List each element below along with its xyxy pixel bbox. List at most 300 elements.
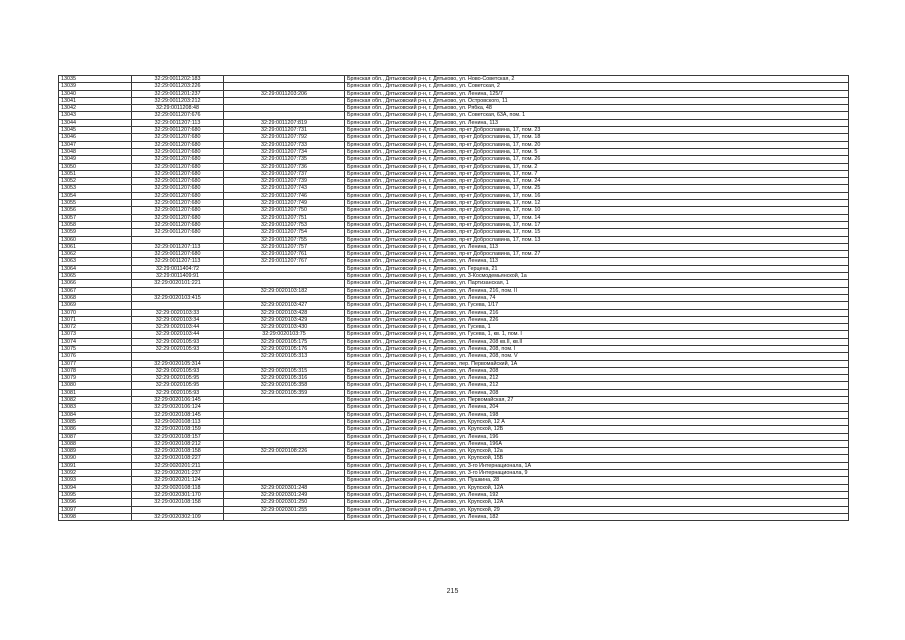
object-cadastral-number-cell: 32:29:0011207:746 [224,192,345,199]
row-number-cell: 13095 [59,491,132,498]
address-cell: Брянская обл., Дятьковский р-н, г. Дятьково, ул. Крупской, 12А [345,484,849,491]
table-row [59,280,849,287]
object-cadastral-number-cell: 32:29:0011203:206 [224,90,345,97]
address-cell: Брянская обл., Дятьковский р-н, г. Дятьково, пр-кт Доброславина, 17, пом. 27 [345,251,849,258]
table-row [59,345,849,352]
row-number-cell: 13041 [59,97,132,104]
address-cell: Брянская обл., Дятьковский р-н, г. Дятьково, ул. Гусева, 1 [345,324,849,331]
row-number-cell: 13065 [59,273,132,280]
row-number-cell: 13098 [59,513,132,520]
object-cadastral-number-cell: 32:29:0020105:358 [224,382,345,389]
row-number-cell: 13049 [59,156,132,163]
address-cell: Брянская обл., Дятьковский р-н, г. Дятьково, ул. Ленина, 208 кв.II, кв.II [345,338,849,345]
row-number-cell: 13048 [59,148,132,155]
row-number-cell: 13088 [59,440,132,447]
table-row [59,192,849,199]
table-row [59,76,849,83]
row-number-cell: 13087 [59,433,132,440]
land-cadastral-number-cell: 32:29:0011207:680 [132,214,224,221]
table-row [59,324,849,331]
land-cadastral-number-cell: 32:29:0011201:237 [132,90,224,97]
land-cadastral-number-cell: 32:29:0011203:226 [132,83,224,90]
land-cadastral-number-cell: 32:29:0011207:113 [132,243,224,250]
table-row [59,127,849,134]
address-cell: Брянская обл., Дятьковский р-н, г. Дятьково, ул. Ленина, 74 [345,294,849,301]
table-row [59,156,849,163]
row-number-cell: 13075 [59,345,132,352]
object-cadastral-number-cell [224,273,345,280]
row-number-cell: 13045 [59,127,132,134]
land-cadastral-number-cell: 32:29:0011207:680 [132,192,224,199]
row-number-cell: 13068 [59,294,132,301]
row-number-cell: 13069 [59,302,132,309]
object-cadastral-number-cell: 32:29:0020103:429 [224,316,345,323]
land-cadastral-number-cell: 32:29:0020201:124 [132,477,224,484]
table-row [59,229,849,236]
land-cadastral-number-cell: 32:29:0020105:93 [132,367,224,374]
table-row [59,105,849,112]
row-number-cell: 13071 [59,316,132,323]
land-cadastral-number-cell: 32:29:0011207:680 [132,148,224,155]
object-cadastral-number-cell: 32:29:0020105:315 [224,367,345,374]
object-cadastral-number-cell [224,83,345,90]
address-cell: Брянская обл., Дятьковский р-н, г. Дятьково, ул. Советская, 2 [345,83,849,90]
table-row [59,83,849,90]
row-number-cell: 13057 [59,214,132,221]
object-cadastral-number-cell: 32:29:0011207:736 [224,163,345,170]
object-cadastral-number-cell [224,418,345,425]
address-cell: Брянская обл., Дятьковский р-н, г. Дятьково, пр-кт Доброславина, 17, пом. 12 [345,200,849,207]
object-cadastral-number-cell [224,433,345,440]
table-row [59,302,849,309]
land-cadastral-number-cell: 32:29:0020108:212 [132,440,224,447]
table-row [59,440,849,447]
land-cadastral-number-cell: 32:29:0020108:158 [132,448,224,455]
address-cell: Брянская обл., Дятьковский р-н, г. Дятьково, ул. Ленина, 204 [345,404,849,411]
table-row [59,433,849,440]
row-number-cell: 13040 [59,90,132,97]
table-row [59,200,849,207]
address-cell: Брянская обл., Дятьковский р-н, г. Дятьково, ул. Ленина, 226 [345,316,849,323]
land-cadastral-number-cell [132,236,224,243]
register-table-body [59,76,849,521]
object-cadastral-number-cell: 32:29:0011207:757 [224,243,345,250]
land-cadastral-number-cell: 32:29:0020301:170 [132,491,224,498]
table-row [59,448,849,455]
object-cadastral-number-cell [224,404,345,411]
land-cadastral-number-cell [132,353,224,360]
object-cadastral-number-cell: 32:29:0011207:792 [224,134,345,141]
row-number-cell: 13047 [59,141,132,148]
object-cadastral-number-cell: 32:29:0020105:176 [224,345,345,352]
row-number-cell: 13060 [59,236,132,243]
land-cadastral-number-cell: 32:29:0020201:211 [132,462,224,469]
row-number-cell: 13056 [59,207,132,214]
address-cell: Брянская обл., Дятьковский р-н, г. Дятьково, ул. 3-го Интернационала, 9 [345,470,849,477]
row-number-cell: 13046 [59,134,132,141]
land-cadastral-number-cell: 32:29:0011207:680 [132,163,224,170]
land-cadastral-number-cell: 32:29:0020106:124 [132,404,224,411]
land-cadastral-number-cell: 32:29:0011404:72 [132,265,224,272]
row-number-cell: 13067 [59,287,132,294]
address-cell: Брянская обл., Дятьковский р-н, г. Дятьково, ул. Ленина, 196А [345,440,849,447]
address-cell: Брянская обл., Дятьковский р-н, г. Дятьково, ул. Ленина, 212 [345,382,849,389]
land-cadastral-number-cell: 32:29:0011207:680 [132,221,224,228]
object-cadastral-number-cell: 32:29:0011207:753 [224,221,345,228]
row-number-cell: 13058 [59,221,132,228]
table-row [59,367,849,374]
row-number-cell: 13074 [59,338,132,345]
address-cell: Брянская обл., Дятьковский р-н, г. Дятьково, ул. Ленина, 208 [345,389,849,396]
address-cell: Брянская обл., Дятьковский р-н, г. Дятьково, ул. Ленина, 113 [345,258,849,265]
object-cadastral-number-cell: 32:29:0011207:743 [224,185,345,192]
object-cadastral-number-cell [224,112,345,119]
address-cell: Брянская обл., Дятьковский р-н, г. Дятьково, пр-кт Доброславина, 17, пом. 24 [345,178,849,185]
row-number-cell: 13076 [59,353,132,360]
row-number-cell: 13039 [59,83,132,90]
address-cell: Брянская обл., Дятьковский р-н, г. Дятьково, пр-кт Доброславина, 17, пом. 26 [345,156,849,163]
land-cadastral-number-cell: 32:29:0011207:680 [132,141,224,148]
table-row [59,273,849,280]
land-cadastral-number-cell: 32:29:0020105:93 [132,345,224,352]
object-cadastral-number-cell [224,426,345,433]
object-cadastral-number-cell: 32:29:0020103:430 [224,324,345,331]
table-row [59,185,849,192]
row-number-cell: 13081 [59,389,132,396]
object-cadastral-number-cell: 32:29:0020103:427 [224,302,345,309]
land-cadastral-number-cell: 32:29:0020103:34 [132,316,224,323]
object-cadastral-number-cell [224,97,345,104]
object-cadastral-number-cell: 32:29:0020301:249 [224,491,345,498]
row-number-cell: 13059 [59,229,132,236]
row-number-cell: 13043 [59,112,132,119]
table-row [59,499,849,506]
row-number-cell: 13044 [59,119,132,126]
object-cadastral-number-cell: 32:29:0011207:750 [224,207,345,214]
land-cadastral-number-cell: 32:29:0011203:212 [132,97,224,104]
table-row [59,236,849,243]
object-cadastral-number-cell [224,470,345,477]
table-row [59,506,849,513]
row-number-cell: 13063 [59,258,132,265]
land-cadastral-number-cell: 32:29:0020105:314 [132,360,224,367]
land-cadastral-number-cell: 32:29:0011207:680 [132,178,224,185]
table-row [59,484,849,491]
table-row [59,375,849,382]
table-row [59,389,849,396]
object-cadastral-number-cell: 32:29:0020105:313 [224,353,345,360]
address-cell: Брянская обл., Дятьковский р-н, г. Дятьково, ул. Крупской, 29 [345,506,849,513]
address-cell: Брянская обл., Дятьковский р-н, г. Дятьково, пр-кт Доброславина, 17, пом. 23 [345,127,849,134]
row-number-cell: 13051 [59,170,132,177]
row-number-cell: 13083 [59,404,132,411]
table-row [59,90,849,97]
land-cadastral-number-cell: 32:29:0020302:109 [132,513,224,520]
object-cadastral-number-cell [224,440,345,447]
address-cell: Брянская обл., Дятьковский р-н, г. Дятьково, пр-кт Доброславина, 17, пом. 5 [345,148,849,155]
land-cadastral-number-cell: 32:29:0020201:237 [132,470,224,477]
row-number-cell: 13061 [59,243,132,250]
table-row [59,119,849,126]
row-number-cell: 13062 [59,251,132,258]
object-cadastral-number-cell: 32:29:0011207:737 [224,170,345,177]
table-row [59,309,849,316]
table-row [59,251,849,258]
address-cell: Брянская обл., Дятьковский р-н, г. Дятьково, ул. Ленина, 208, пом. I [345,345,849,352]
row-number-cell: 13089 [59,448,132,455]
property-register-table [58,75,849,521]
object-cadastral-number-cell: 32:29:0011207:755 [224,236,345,243]
table-row [59,455,849,462]
address-cell: Брянская обл., Дятьковский р-н, г. Дятьково, ул. Партизанская, 1 [345,280,849,287]
address-cell: Брянская обл., Дятьковский р-н, г. Дятьково, ул. Ленина, 113 [345,119,849,126]
address-cell: Брянская обл., Дятьковский р-н, г. Дятьково, ул. Крупской, 12 А [345,418,849,425]
table-row [59,287,849,294]
row-number-cell: 13064 [59,265,132,272]
row-number-cell: 13042 [59,105,132,112]
land-cadastral-number-cell: 32:29:0020103:44 [132,331,224,338]
table-row [59,418,849,425]
table-row [59,404,849,411]
object-cadastral-number-cell: 32:29:0011207:739 [224,178,345,185]
object-cadastral-number-cell: 32:29:0020301:250 [224,499,345,506]
land-cadastral-number-cell: 32:29:0011207:680 [132,156,224,163]
row-number-cell: 13066 [59,280,132,287]
row-number-cell: 13035 [59,76,132,83]
land-cadastral-number-cell: 32:29:0020108:118 [132,484,224,491]
object-cadastral-number-cell [224,280,345,287]
row-number-cell: 13070 [59,309,132,316]
table-row [59,411,849,418]
land-cadastral-number-cell [132,287,224,294]
land-cadastral-number-cell: 32:29:0020108:158 [132,499,224,506]
object-cadastral-number-cell: 32:29:0020301:255 [224,506,345,513]
page-number: 215 [446,588,459,595]
table-row [59,243,849,250]
row-number-cell: 13084 [59,411,132,418]
object-cadastral-number-cell [224,265,345,272]
address-cell: Брянская обл., Дятьковский р-н, г. Дятьково, пр-кт Доброславина, 17, пом. 14 [345,214,849,221]
object-cadastral-number-cell [224,411,345,418]
row-number-cell: 13055 [59,200,132,207]
address-cell: Брянская обл., Дятьковский р-н, г. Дятьково, пр-кт Доброславина, 17, пом. 17 [345,221,849,228]
table-row [59,178,849,185]
row-number-cell: 13091 [59,462,132,469]
address-cell: Брянская обл., Дятьковский р-н, г. Дятьково, ул. Крупской, 12Б [345,426,849,433]
address-cell: Брянская обл., Дятьковский р-н, г. Дятьково, пр-кт Доброславина, 17, пом. 10 [345,207,849,214]
land-cadastral-number-cell: 32:29:0020108:159 [132,426,224,433]
table-row [59,426,849,433]
row-number-cell: 13090 [59,455,132,462]
table-row [59,477,849,484]
table-row [59,462,849,469]
object-cadastral-number-cell [224,360,345,367]
land-cadastral-number-cell: 32:29:0011207:680 [132,229,224,236]
row-number-cell: 13097 [59,506,132,513]
row-number-cell: 13096 [59,499,132,506]
object-cadastral-number-cell: 32:29:0020105:316 [224,375,345,382]
address-cell: Брянская обл., Дятьковский р-н, г. Дятьково, ул. Ленина, 113 [345,243,849,250]
address-cell: Брянская обл., Дятьковский р-н, г. Дятьково, пр-кт Доброславина, 17, пом. 20 [345,141,849,148]
land-cadastral-number-cell: 32:29:0020108:113 [132,418,224,425]
object-cadastral-number-cell [224,477,345,484]
table-row [59,214,849,221]
object-cadastral-number-cell: 32:29:0011207:731 [224,127,345,134]
address-cell: Брянская обл., Дятьковский р-н, г. Дятьково, пер. Первомайский, 1А [345,360,849,367]
table-row [59,338,849,345]
address-cell: Брянская обл., Дятьковский р-н, г. Дятьково, ул. Советская, 63А, пом. 1 [345,112,849,119]
land-cadastral-number-cell: 32:29:0011207:680 [132,207,224,214]
address-cell: Брянская обл., Дятьковский р-н, г. Дятьково, ул. Крупской, 15Б [345,455,849,462]
land-cadastral-number-cell: 32:29:0020108:227 [132,455,224,462]
object-cadastral-number-cell [224,462,345,469]
address-cell: Брянская обл., Дятьковский р-н, г. Дятьково, пр-кт Доброславина, 17, пом. 25 [345,185,849,192]
table-row [59,207,849,214]
row-number-cell: 13086 [59,426,132,433]
table-row [59,112,849,119]
address-cell: Брянская обл., Дятьковский р-н, г. Дятьково, ул. Крупской, 12а [345,448,849,455]
table-row [59,491,849,498]
address-cell: Брянская обл., Дятьковский р-н, г. Дятьково, пр-кт Доброславина, 17, пом. 2 [345,163,849,170]
land-cadastral-number-cell: 32:29:0020108:157 [132,433,224,440]
row-number-cell: 13078 [59,367,132,374]
table-row [59,331,849,338]
row-number-cell: 13085 [59,418,132,425]
object-cadastral-number-cell: 32:29:0011207:734 [224,148,345,155]
table-row [59,170,849,177]
address-cell: Брянская обл., Дятьковский р-н, г. Дятьково, ул. Первомайская, 27 [345,397,849,404]
land-cadastral-number-cell: 32:29:0011207:113 [132,119,224,126]
land-cadastral-number-cell: 32:29:0011207:680 [132,185,224,192]
object-cadastral-number-cell: 32:29:0020105:359 [224,389,345,396]
land-cadastral-number-cell [132,506,224,513]
address-cell: Брянская обл., Дятьковский р-н, г. Дятьково, ул. 3-Космодемьянской, 1а [345,273,849,280]
table-row [59,221,849,228]
address-cell: Брянская обл., Дятьковский р-н, г. Дятьково, ул. Ленина, 182 [345,513,849,520]
land-cadastral-number-cell: 32:29:0011409:91 [132,273,224,280]
row-number-cell: 13073 [59,331,132,338]
land-cadastral-number-cell: 32:29:0020103:33 [132,309,224,316]
object-cadastral-number-cell: 32:29:0011207:761 [224,251,345,258]
address-cell: Брянская обл., Дятьковский р-н, г. Дятьково, ул. Гусева, 1, кв. 1, пом. I [345,331,849,338]
address-cell: Брянская обл., Дятьковский р-н, г. Дятьково, ул. Ново-Советская, 2 [345,76,849,83]
land-cadastral-number-cell: 32:29:0020105:95 [132,375,224,382]
table-row [59,397,849,404]
row-number-cell: 13077 [59,360,132,367]
object-cadastral-number-cell: 32:29:0011207:733 [224,141,345,148]
table-row [59,97,849,104]
object-cadastral-number-cell [224,76,345,83]
land-cadastral-number-cell: 32:29:0020105:93 [132,389,224,396]
address-cell: Брянская обл., Дятьковский р-н, г. Дятьково, ул. Ленина, 198 [345,411,849,418]
address-cell: Брянская обл., Дятьковский р-н, г. Дятьково, пр-кт Доброславина, 17, пом. 15 [345,229,849,236]
table-row [59,513,849,520]
row-number-cell: 13052 [59,178,132,185]
land-cadastral-number-cell [132,302,224,309]
object-cadastral-number-cell: 32:29:0011207:749 [224,200,345,207]
object-cadastral-number-cell [224,105,345,112]
address-cell: Брянская обл., Дятьковский р-н, г. Дятьково, ул. 3-го Интернационала, 1А [345,462,849,469]
row-number-cell: 13080 [59,382,132,389]
table-row [59,294,849,301]
address-cell: Брянская обл., Дятьковский р-н, г. Дятьково, ул. Герцена, 21 [345,265,849,272]
object-cadastral-number-cell [224,513,345,520]
land-cadastral-number-cell: 32:29:0011207:680 [132,170,224,177]
row-number-cell: 13072 [59,324,132,331]
address-cell: Брянская обл., Дятьковский р-н, г. Дятьково, ул. Пушкина, 28 [345,477,849,484]
land-cadastral-number-cell: 32:29:0011207:113 [132,258,224,265]
row-number-cell: 13054 [59,192,132,199]
object-cadastral-number-cell: 32:29:0020105:175 [224,338,345,345]
address-cell: Брянская обл., Дятьковский р-н, г. Дятьково, пр-кт Доброславина, 17, пом. 16 [345,192,849,199]
land-cadastral-number-cell: 32:29:0011207:680 [132,200,224,207]
table-row [59,470,849,477]
address-cell: Брянская обл., Дятьковский р-н, г. Дятьково, ул. Ленина, 216, пом. II [345,287,849,294]
address-cell: Брянская обл., Дятьковский р-н, г. Дятьково, ул. Островского, 11 [345,97,849,104]
address-cell: Брянская обл., Дятьковский р-н, г. Дятьково, ул. Ленина, 208, пом. V [345,353,849,360]
land-cadastral-number-cell: 32:29:0011207:676 [132,112,224,119]
land-cadastral-number-cell: 32:29:0011208:48 [132,105,224,112]
table-row [59,163,849,170]
land-cadastral-number-cell: 32:29:0020103:44 [132,324,224,331]
land-cadastral-number-cell: 32:29:0011207:680 [132,134,224,141]
table-row [59,258,849,265]
row-number-cell: 13082 [59,397,132,404]
object-cadastral-number-cell: 32:29:0011207:751 [224,214,345,221]
land-cadastral-number-cell: 32:29:0020103:415 [132,294,224,301]
object-cadastral-number-cell [224,455,345,462]
object-cadastral-number-cell: 32:29:0011207:735 [224,156,345,163]
address-cell: Брянская обл., Дятьковский р-н, г. Дятьково, ул. Ленина, 208 [345,367,849,374]
address-cell: Брянская обл., Дятьковский р-н, г. Дятьково, пр-кт Доброславина, 17, пом. 7 [345,170,849,177]
address-cell: Брянская обл., Дятьковский р-н, г. Дятьково, пр-кт Доброславина, 17, пом. 13 [345,236,849,243]
table-row [59,382,849,389]
object-cadastral-number-cell [224,397,345,404]
table-row [59,265,849,272]
address-cell: Брянская обл., Дятьковский р-н, г. Дятьково, пр-кт Доброславина, 17, пом. 18 [345,134,849,141]
address-cell: Брянская обл., Дятьковский р-н, г. Дятьково, ул. Ленина, 196 [345,433,849,440]
land-cadastral-number-cell: 32:29:0020106:145 [132,397,224,404]
address-cell: Брянская обл., Дятьковский р-н, г. Дятьково, ул. Ленина, 212 [345,375,849,382]
address-cell: Брянская обл., Дятьковский р-н, г. Дятьково, ул. Ленина, 125/7 [345,90,849,97]
address-cell: Брянская обл., Дятьковский р-н, г. Дятьково, ул. Крупской, 12А [345,499,849,506]
address-cell: Брянская обл., Дятьковский р-н, г. Дятьково, ул. Ленина, 216 [345,309,849,316]
row-number-cell: 13092 [59,470,132,477]
row-number-cell: 13094 [59,484,132,491]
row-number-cell: 13050 [59,163,132,170]
row-number-cell: 13079 [59,375,132,382]
object-cadastral-number-cell: 32:29:0011207:767 [224,258,345,265]
row-number-cell: 13053 [59,185,132,192]
land-cadastral-number-cell: 32:29:0011207:680 [132,127,224,134]
object-cadastral-number-cell: 32:29:0020108:226 [224,448,345,455]
land-cadastral-number-cell: 32:29:0020108:145 [132,411,224,418]
land-cadastral-number-cell: 32:29:0020105:93 [132,338,224,345]
object-cadastral-number-cell: 32:29:0011207:819 [224,119,345,126]
land-cadastral-number-cell: 32:29:0020101:221 [132,280,224,287]
land-cadastral-number-cell: 32:29:0011202:183 [132,76,224,83]
object-cadastral-number-cell: 32:29:0020103:182 [224,287,345,294]
object-cadastral-number-cell: 32:29:0020103:75 [224,331,345,338]
table-row [59,141,849,148]
address-cell: Брянская обл., Дятьковский р-н, г. Дятьково, ул. Рябка, 48 [345,105,849,112]
table-row [59,316,849,323]
table-row [59,134,849,141]
table-row [59,148,849,155]
object-cadastral-number-cell [224,294,345,301]
address-cell: Брянская обл., Дятьковский р-н, г. Дятьково, ул. Гусева, 1/17 [345,302,849,309]
address-cell: Брянская обл., Дятьковский р-н, г. Дятьково, ул. Ленина, 192 [345,491,849,498]
